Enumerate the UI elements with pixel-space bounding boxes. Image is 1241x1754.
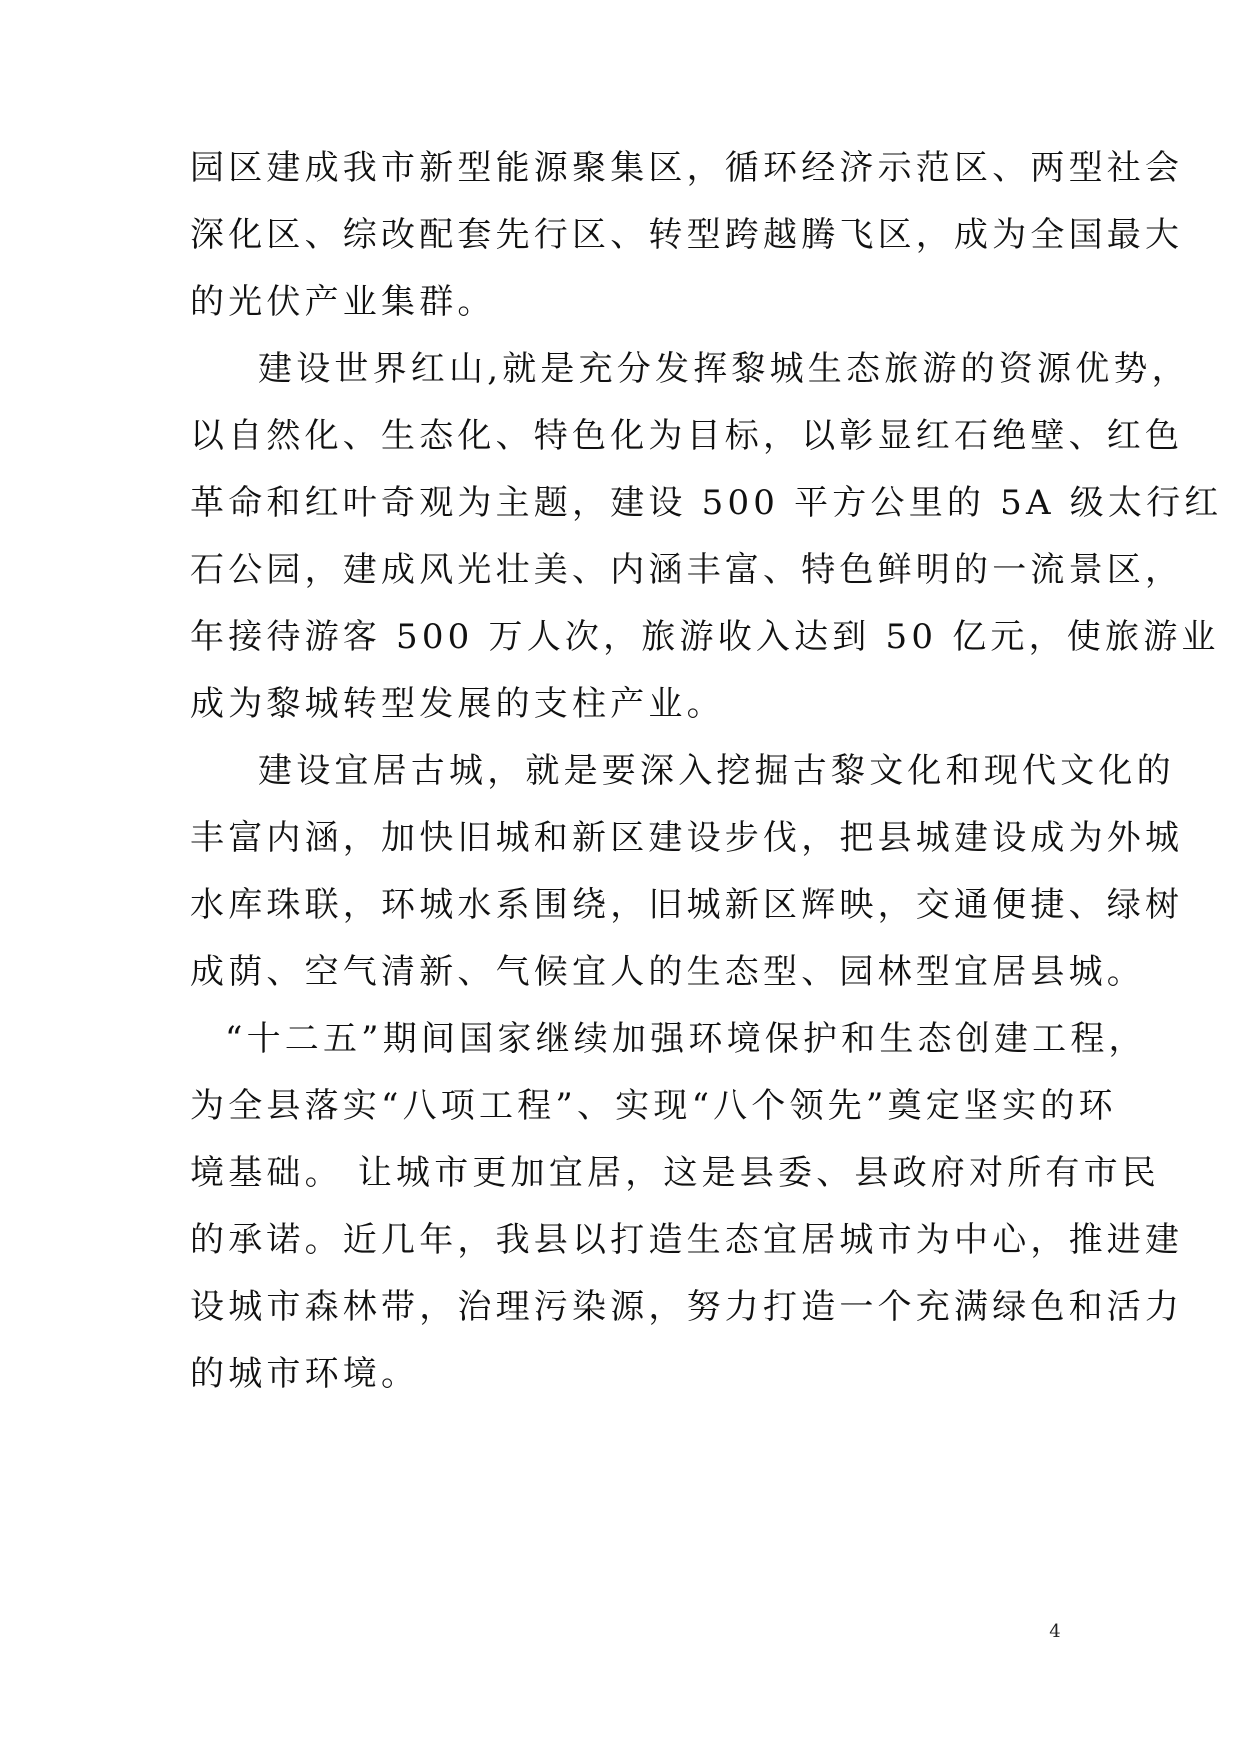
text-line: 革命和红叶奇观为主题，建设 500 平方公里的 5A 级太行红 [190,483,1223,523]
text-line: 为全县落实“八项工程”、实现“八个领先”奠定坚实的环 [190,1086,1117,1126]
text-line: 的光伏产业集群。 [190,282,496,322]
text-line: 的城市环境。 [190,1354,420,1394]
text-line: 境基础。 让城市更加宜居，这是县委、县政府对所有市民 [190,1153,1161,1193]
text-line: 深化区、综改配套先行区、转型跨越腾飞区，成为全国最大 [190,215,1184,255]
text-line: 丰富内涵，加快旧城和新区建设步伐，把县城建设成为外城 [190,818,1184,858]
page-number: 4 [1049,1621,1061,1642]
text-line: 成为黎城转型发展的支柱产业。 [190,684,725,724]
text-line: 的承诺。近几年，我县以打造生态宜居城市为中心，推进建 [190,1220,1184,1260]
text-line: 园区建成我市新型能源聚集区，循环经济示范区、两型社会 [190,148,1184,188]
text-line: 成荫、空气清新、气候宜人的生态型、园林型宜居县城。 [190,952,1145,992]
text-line: 设城市森林带，治理污染源，努力打造一个充满绿色和活力 [190,1287,1184,1327]
text-line: 石公园，建成风光壮美、内涵丰富、特色鲜明的一流景区， [190,550,1184,590]
paragraph-first-line: “十二五”期间国家继续加强环境保护和生态创建工程， [225,1019,1147,1059]
text-line: 水库珠联，环城水系围绕，旧城新区辉映，交通便捷、绿树 [190,885,1184,925]
paragraph-first-line: 建设宜居古城，就是要深入挖掘古黎文化和现代文化的 [258,751,1175,791]
paragraph-first-line: 建设世界红山,就是充分发挥黎城生态旅游的资源优势， [258,349,1190,389]
text-line: 以自然化、生态化、特色化为目标，以彰显红石绝壁、红色 [190,416,1184,456]
text-line: 年接待游客 500 万人次，旅游收入达到 50 亿元，使旅游业 [190,617,1220,657]
